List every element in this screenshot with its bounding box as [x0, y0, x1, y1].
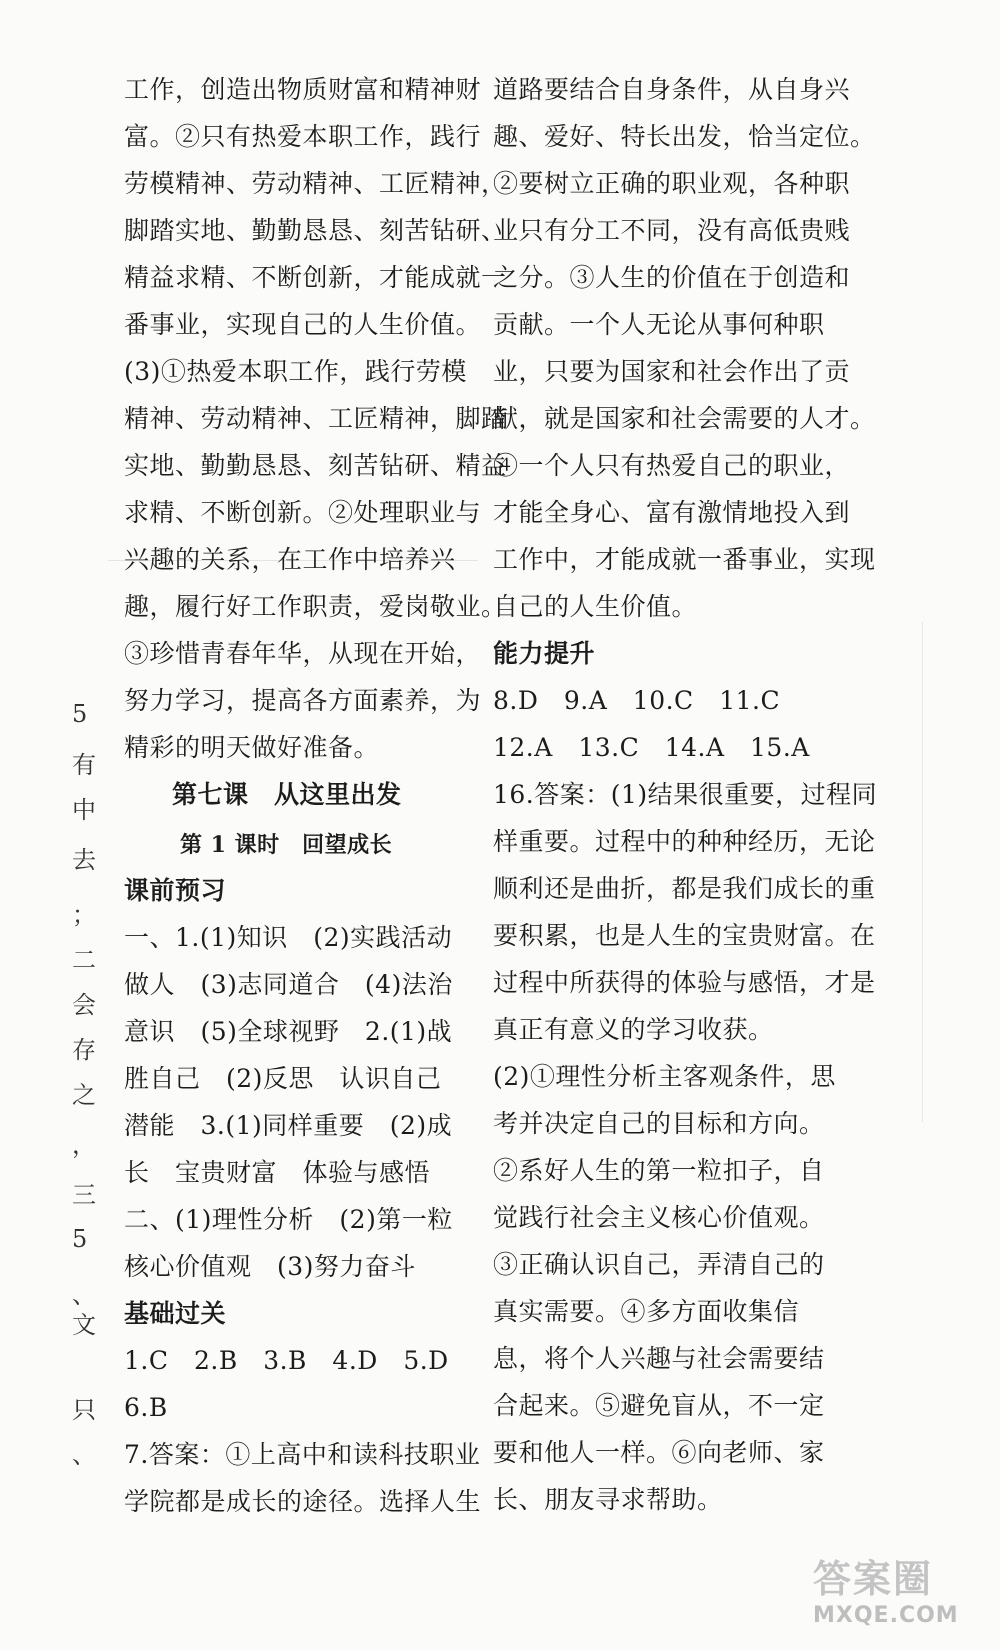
- text-line: 劳模精神、劳动精神、工匠精神，: [124, 169, 507, 198]
- lesson-title: 第七课 从这里出发: [172, 780, 402, 809]
- text-line: 之分。③人生的价值在于创造和: [493, 263, 851, 292]
- text-line: 长 宝贵财富 体验与感悟: [124, 1158, 431, 1187]
- text-line: 精彩的明天做好准备。: [124, 733, 380, 762]
- text-line: 实地、勤勤恳恳、刻苦钻研、精益: [124, 451, 507, 480]
- text-line: 精神、劳动精神、工匠精神，脚踏: [124, 404, 507, 433]
- text-line: 核心价值观 (3)努力奋斗: [124, 1252, 416, 1281]
- edge-fragment: ；: [72, 901, 96, 929]
- text-line: 样重要。过程中的种种经历，无论: [493, 827, 876, 856]
- edge-fragment: 三: [72, 1181, 96, 1209]
- edge-fragment: 二: [72, 946, 96, 974]
- facing-page-edge: [0, 0, 100, 1651]
- edge-fragment: ，: [72, 1131, 96, 1159]
- edge-fragment: 会: [72, 991, 96, 1019]
- text-line: 做人 (3)志同道合 (4)法治: [124, 970, 453, 999]
- left-column: [124, 66, 507, 1525]
- edge-fragment: 5: [72, 700, 88, 728]
- edge-fragment: 、: [72, 1281, 96, 1309]
- text-line: 要积累，也是人生的宝贵财富。在: [493, 921, 876, 950]
- text-line: 番事业，实现自己的人生价值。: [124, 310, 482, 339]
- text-line: 献，就是国家和社会需要的人才。: [493, 404, 876, 433]
- right-column: [493, 66, 878, 1523]
- text-line: 12.A 13.C 14.A 15.A: [493, 733, 810, 762]
- edge-fragment: 只: [72, 1396, 96, 1424]
- text-line: 16.答案：(1)结果很重要，过程同: [493, 780, 878, 809]
- edge-fragment: 中: [72, 796, 96, 824]
- edge-fragment: 有: [72, 751, 96, 779]
- text-line: 8.D 9.A 10.C 11.C: [493, 686, 781, 715]
- text-line: 意识 (5)全球视野 2.(1)战: [124, 1017, 453, 1046]
- text-line: 长、朋友寻求帮助。: [493, 1485, 723, 1514]
- text-line: 7.答案：①上高中和读科技职业: [124, 1440, 481, 1469]
- text-line: (3)①热爱本职工作，践行劳模: [124, 357, 467, 386]
- text-line: 道路要结合自身条件，从自身兴: [493, 75, 851, 104]
- text-line: 努力学习，提高各方面素养，为: [124, 686, 482, 715]
- text-line: 过程中所获得的体验与感悟，才是: [493, 968, 876, 997]
- text-line: 才能全身心、富有激情地投入到: [493, 498, 851, 527]
- text-line: 业，只要为国家和社会作出了贡: [493, 357, 851, 386]
- text-line: 1.C 2.B 3.B 4.D 5.D: [124, 1346, 449, 1375]
- text-line: 工作，创造出物质财富和精神财: [124, 75, 482, 104]
- text-line: (2)①理性分析主客观条件，思: [493, 1062, 836, 1091]
- text-line: 要和他人一样。⑥向老师、家: [493, 1438, 825, 1467]
- text-line: 求精、不断创新。②处理职业与: [124, 498, 482, 527]
- text-line: 潜能 3.(1)同样重要 (2)成: [124, 1111, 453, 1140]
- text-line: 觉践行社会主义核心价值观。: [493, 1203, 825, 1232]
- text-line: 自己的人生价值。: [493, 592, 698, 621]
- text-line: 趣，履行好工作职责，爱岗敬业。: [124, 592, 507, 621]
- edge-fragment: 去: [72, 846, 96, 874]
- text-line: 富。②只有热爱本职工作，践行: [124, 122, 482, 151]
- text-line: 学院都是成长的途径。选择人生: [124, 1487, 482, 1516]
- text-line: 真实需要。④多方面收集信: [493, 1297, 800, 1326]
- text-line: 胜自己 (2)反思 认识自己: [124, 1064, 442, 1093]
- edge-fragment: 5: [72, 1225, 88, 1253]
- text-line: 精益求精、不断创新，才能成就一: [124, 263, 507, 292]
- lesson-subtitle: 第 1 课时 回望成长: [180, 832, 393, 858]
- watermark-url: MXQE.COM: [813, 1603, 959, 1628]
- text-line: 顺利还是曲折，都是我们成长的重: [493, 874, 876, 903]
- text-line: ②系好人生的第一粒扣子，自: [493, 1156, 825, 1185]
- text-line: 业只有分工不同，没有高低贵贱: [493, 216, 851, 245]
- text-line: 趣、爱好、特长出发，恰当定位。: [493, 122, 876, 151]
- text-line: ③正确认识自己，弄清自己的: [493, 1250, 825, 1279]
- text-line: ②要树立正确的职业观，各种职: [493, 169, 851, 198]
- section-heading: 课前预习: [124, 876, 227, 905]
- section-heading: 能力提升: [493, 639, 596, 668]
- section-heading: 基础过关: [124, 1299, 227, 1328]
- edge-fragment: 之: [72, 1081, 96, 1109]
- text-line: ④一个人只有热爱自己的职业，: [493, 451, 851, 480]
- text-line: 一、1.(1)知识 (2)实践活动: [124, 923, 453, 952]
- text-line: ③珍惜青春年华，从现在开始，: [124, 639, 482, 668]
- text-line: 二、(1)理性分析 (2)第一粒: [124, 1205, 453, 1234]
- text-line: 脚踏实地、勤勤恳恳、刻苦钻研、: [124, 216, 507, 245]
- text-line: 真正有意义的学习收获。: [493, 1015, 774, 1044]
- text-line: 考并决定自己的目标和方向。: [493, 1109, 825, 1138]
- watermark: [813, 1548, 988, 1643]
- text-line: 息，将个人兴趣与社会需要结: [493, 1344, 825, 1373]
- text-line: 贡献。一个人无论从事何种职: [493, 310, 825, 339]
- text-line: 工作中，才能成就一番事业，实现: [493, 545, 876, 574]
- edge-fragment: 、: [72, 1441, 96, 1469]
- page-shadow-line: [922, 622, 923, 1122]
- text-line: 兴趣的关系，在工作中培养兴: [124, 545, 456, 574]
- edge-fragment: 存: [72, 1036, 96, 1064]
- watermark-logo: 答案圈: [813, 1557, 934, 1601]
- edge-fragment: 文: [72, 1311, 96, 1339]
- text-line: 合起来。⑤避免盲从，不一定: [493, 1391, 825, 1420]
- text-line: 6.B: [124, 1393, 168, 1422]
